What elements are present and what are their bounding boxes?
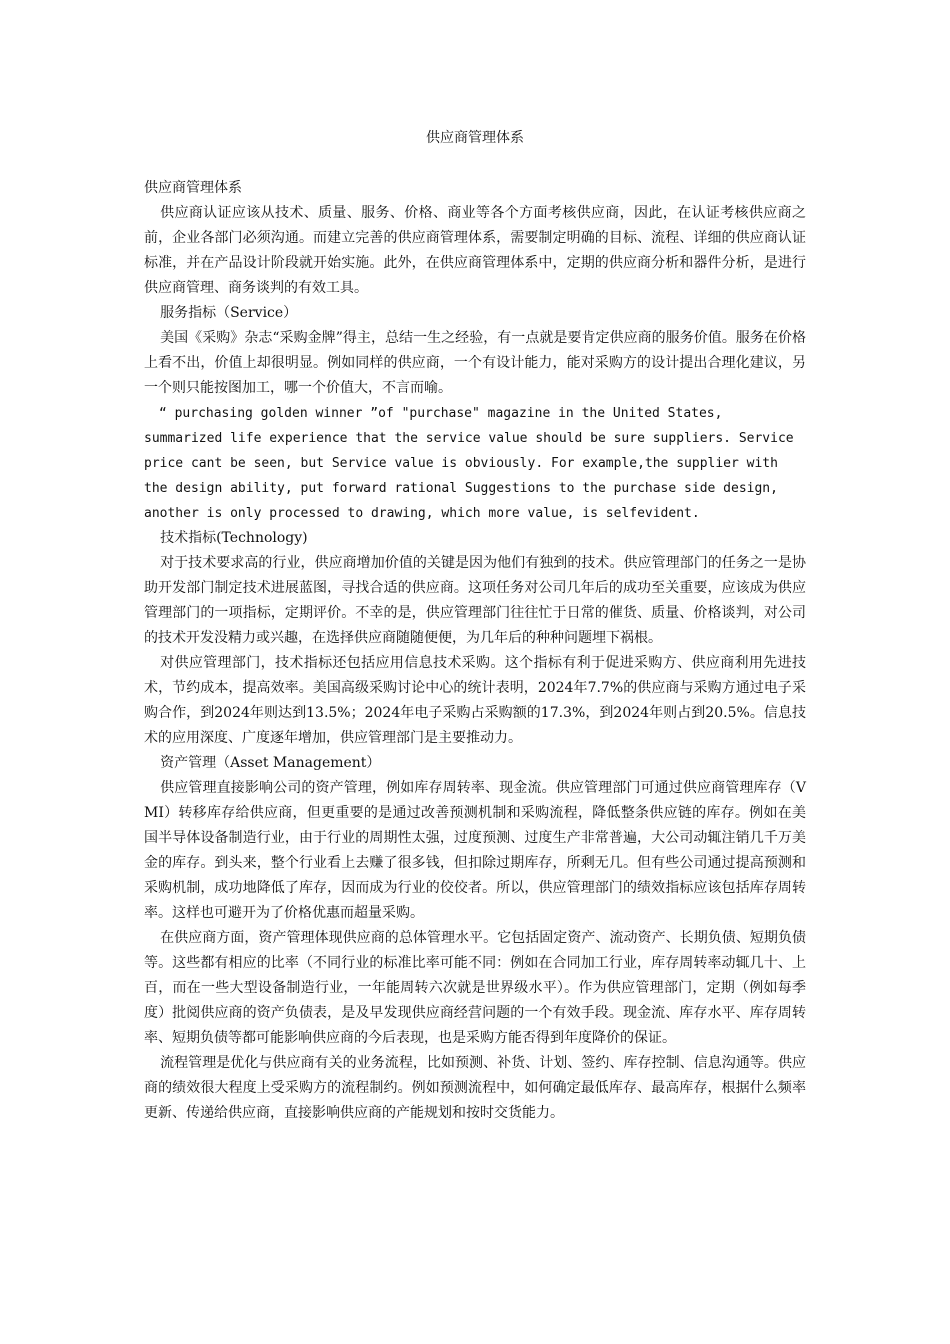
document-body	[144, 176, 806, 1126]
service-paragraph-english: “ purchasing golden winner ”of "purchase" magazine in the United States, summarized life experience that the service value should be sure suppliers. Service price cant be seen, but Service value is obviously. For example,the supplier with the design ability, put forward rational Suggestions to the purchase side design, another is only processed to drawing, which more value, is selfevident.	[144, 406, 794, 521]
service-paragraph: 美国《采购》杂志“采购金牌”得主，总结一生之经验，有一点就是要肯定供应商的服务价值。服务在价格上看不出，价值上却很明显。例如同样的供应商，一个有设计能力，能对采购方的设计提出合理化建议，另一个则只能按图加工，哪一个价值大，不言而喻。	[144, 330, 806, 396]
service-heading: 服务指标（Service）	[160, 305, 298, 321]
asset-management-heading: 资产管理（Asset Management）	[160, 755, 381, 771]
technology-paragraph-1: 对于技术要求高的行业，供应商增加价值的关键是因为他们有独到的技术。供应管理部门的任务之一是协助开发部门制定技术进展蓝图，寻找合适的供应商。这项任务对公司几年后的成功至关重要，应该成为供应管理部门的一项指标，定期评价。不幸的是，供应管理部门往往忙于日常的催货、质量、价格谈判，对公司的技术开发没精力或兴趣，在选择供应商随随便便，为几年后的种种问题埋下祸根。	[144, 555, 806, 646]
section-heading: 供应商管理体系	[144, 180, 242, 196]
asset-management-paragraph-2: 在供应商方面，资产管理体现供应商的总体管理水平。它包括固定资产、流动资产、长期负债、短期负债等。这些都有相应的比率（不同行业的标准比率可能不同：例如在合同加工行业，库存周转率动辄几十、上百，而在一些大型设备制造行业，一年能周转六次就是世界级水平）。作为供应管理部门，定期（例如每季度）批阅供应商的资产负债表，是及早发现供应商经营问题的一个有效手段。现金流、库存水平、库存周转率、短期负债等都可能影响供应商的今后表现，也是采购方能否得到年度降价的保证。	[144, 930, 806, 1046]
process-management-paragraph: 流程管理是优化与供应商有关的业务流程，比如预测、补货、计划、签约、库存控制、信息沟通等。供应商的绩效很大程度上受采购方的流程制约。例如预测流程中，如何确定最低库存、最高库存，根据什么频率更新、传递给供应商，直接影响供应商的产能规划和按时交货能力。	[144, 1055, 806, 1121]
technology-paragraph-2: 对供应管理部门，技术指标还包括应用信息技术采购。这个指标有利于促进采购方、供应商利用先进技术，节约成本，提高效率。美国高级采购讨论中心的统计表明，2024年7.7%的供应商与采购方通过电子采购合作，到2024年则达到13.5%；2024年电子采购占采购额的17.3%，到2024年则占到20.5%。信息技术的应用深度、广度逐年增加，供应管理部门是主要推动力。	[144, 655, 806, 746]
asset-management-paragraph-1: 供应管理直接影响公司的资产管理，例如库存周转率、现金流。供应管理部门可通过供应商管理库存（VMI）转移库存给供应商，但更重要的是通过改善预测机制和采购流程，降低整条供应链的库存。例如在美国半导体设备制造行业，由于行业的周期性太强，过度预测、过度生产非常普遍，大公司动辄注销几千万美金的库存。到头来，整个行业看上去赚了很多钱，但扣除过期库存，所剩无几。但有些公司通过提高预测和采购机制，成功地降低了库存，因而成为行业的佼佼者。所以，供应管理部门的绩效指标应该包括库存周转率。这样也可避开为了价格优惠而超量采购。	[144, 780, 806, 921]
intro-paragraph: 供应商认证应该从技术、质量、服务、价格、商业等各个方面考核供应商，因此，在认证考核供应商之前，企业各部门必须沟通。而建立完善的供应商管理体系，需要制定明确的目标、流程、详细的供应商认证标准，并在产品设计阶段就开始实施。此外，在供应商管理体系中，定期的供应商分析和器件分析，是进行供应商管理、商务谈判的有效工具。	[144, 205, 806, 296]
technology-heading: 技术指标(Technology)	[160, 530, 308, 546]
document-title: 供应商管理体系	[426, 130, 524, 146]
